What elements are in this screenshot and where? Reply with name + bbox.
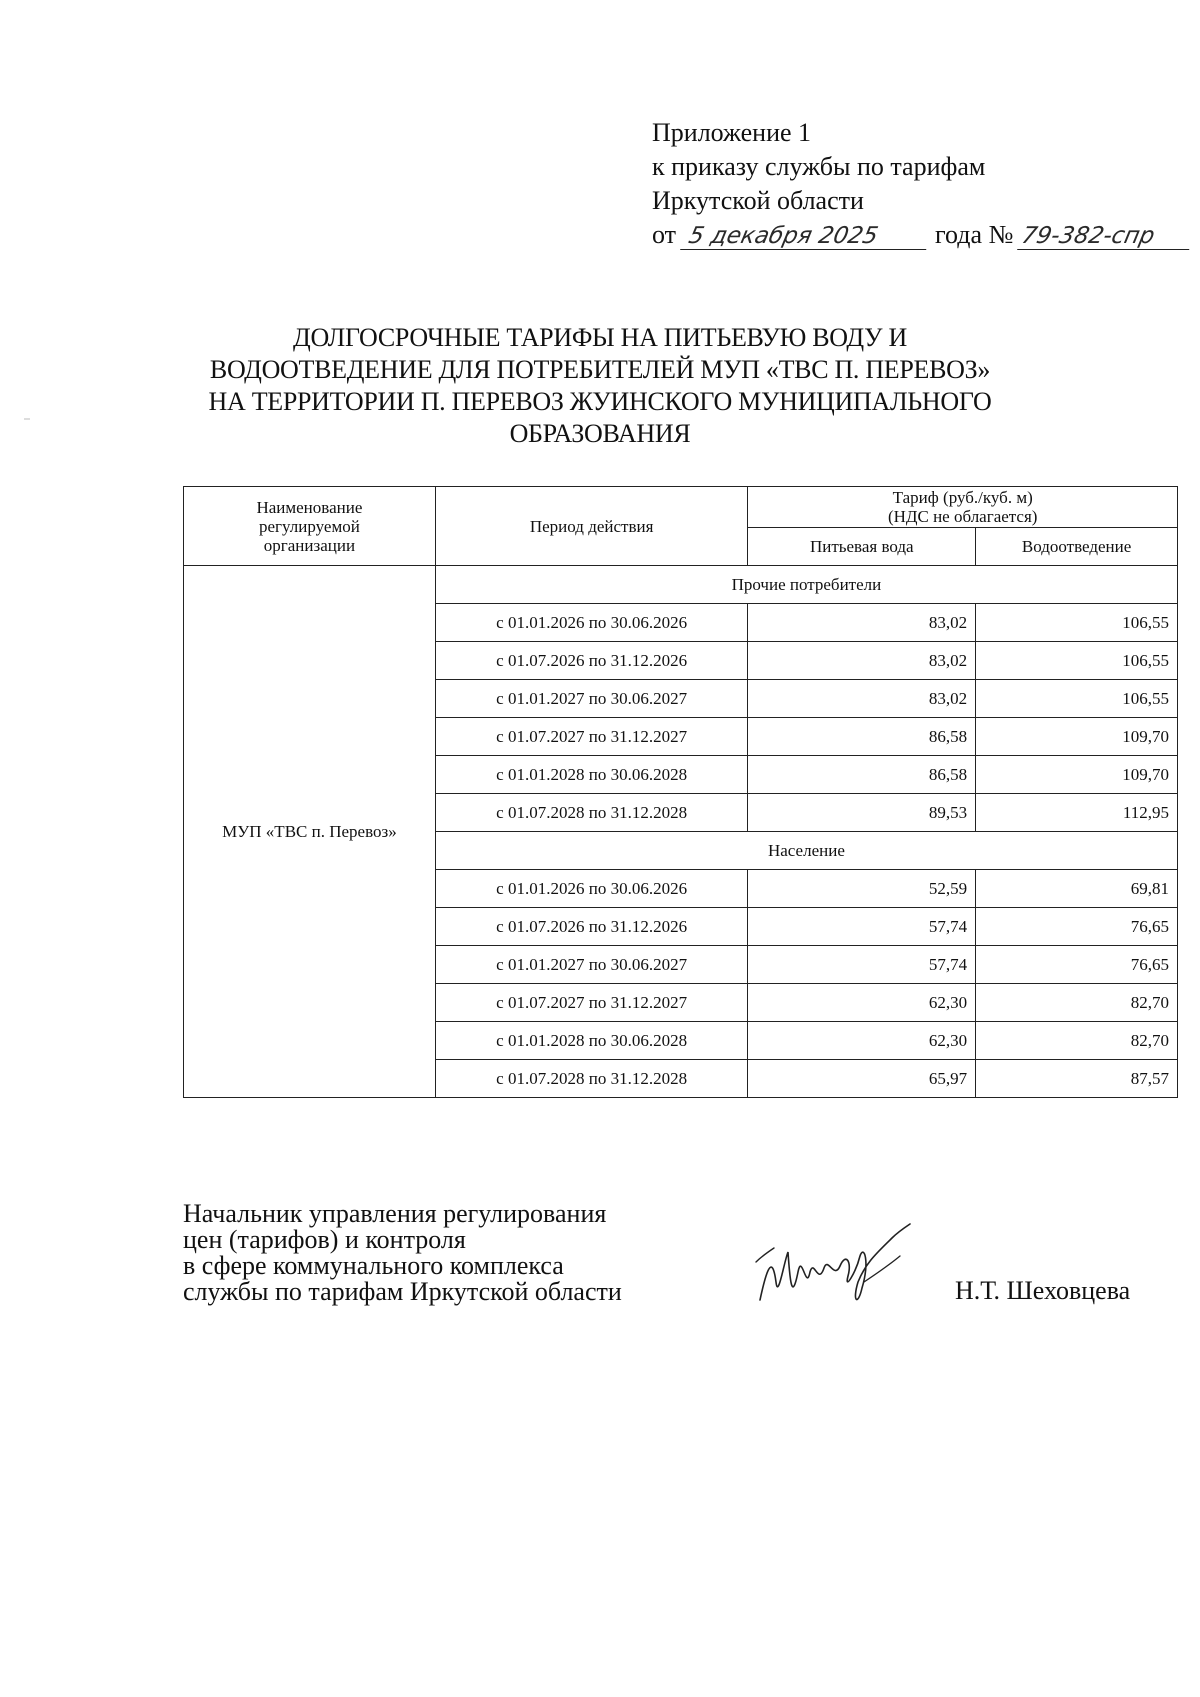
- water-tariff-cell: 62,30: [748, 1022, 976, 1060]
- appendix-block: [652, 116, 1192, 252]
- period-cell: с 01.01.2026 по 30.06.2026: [435, 870, 748, 908]
- water-tariff-cell: 62,30: [748, 984, 976, 1022]
- period-cell: с 01.01.2028 по 30.06.2028: [435, 1022, 748, 1060]
- period-cell: с 01.01.2028 по 30.06.2028: [435, 756, 748, 794]
- period-cell: с 01.07.2026 по 31.12.2026: [435, 908, 748, 946]
- sewage-tariff-cell: 106,55: [976, 604, 1178, 642]
- water-tariff-cell: 57,74: [748, 908, 976, 946]
- position-line-4: службы по тарифам Иркутской области: [183, 1277, 622, 1306]
- date-prefix: от: [652, 220, 677, 249]
- sewage-tariff-cell: 82,70: [976, 1022, 1178, 1060]
- sewage-tariff-cell: 112,95: [976, 794, 1178, 832]
- water-tariff-cell: 83,02: [748, 680, 976, 718]
- period-cell: с 01.07.2028 по 31.12.2028: [435, 794, 748, 832]
- group-name: Население: [435, 832, 1177, 870]
- tariff-table: [183, 486, 1178, 1098]
- handwritten-signature: [752, 1222, 952, 1312]
- sewage-tariff-cell: 106,55: [976, 680, 1178, 718]
- sewage-tariff-cell: 82,70: [976, 984, 1178, 1022]
- water-tariff-cell: 86,58: [748, 756, 976, 794]
- header-tariff-unit: Тариф (руб./куб. м): [892, 488, 1033, 507]
- water-tariff-cell: 83,02: [748, 604, 976, 642]
- header-tariff-vat: (НДС не облагается): [887, 507, 1038, 526]
- title-line-1: ДОЛГОСРОЧНЫЕ ТАРИФЫ НА ПИТЬЕВУЮ ВОДУ И: [293, 323, 907, 352]
- period-cell: с 01.07.2027 по 31.12.2027: [435, 984, 748, 1022]
- header-water: Питьевая вода: [748, 528, 976, 566]
- sewage-tariff-cell: 87,57: [976, 1060, 1178, 1098]
- water-tariff-cell: 52,59: [748, 870, 976, 908]
- handwritten-order-number: 79-382-спр: [1017, 223, 1195, 250]
- position-line-2: цен (тарифов) и контроля: [183, 1225, 466, 1254]
- title-line-3: НА ТЕРРИТОРИИ П. ПЕРЕВОЗ ЖУИНСКОГО МУНИЦИПАЛЬНОГО: [208, 387, 992, 416]
- group-header-row: [184, 566, 1178, 604]
- sewage-tariff-cell: 69,81: [976, 870, 1178, 908]
- period-cell: с 01.01.2027 по 30.06.2027: [435, 946, 748, 984]
- header-sewage: Водоотведение: [976, 528, 1178, 566]
- header-period: Период действия: [435, 487, 748, 566]
- group-name: Прочие потребители: [435, 566, 1177, 604]
- period-cell: с 01.07.2028 по 31.12.2028: [435, 1060, 748, 1098]
- title-line-4: ОБРАЗОВАНИЯ: [509, 419, 691, 448]
- document-title: [150, 322, 1050, 450]
- organization-name: МУП «ТВС п. Перевоз»: [184, 566, 436, 1098]
- position-line-3: в сфере коммунального комплекса: [183, 1251, 564, 1280]
- water-tariff-cell: 57,74: [748, 946, 976, 984]
- signer-name: Н.Т. Шеховцева: [955, 1276, 1131, 1305]
- water-tariff-cell: 89,53: [748, 794, 976, 832]
- period-cell: с 01.07.2027 по 31.12.2027: [435, 718, 748, 756]
- year-label: года №: [935, 220, 1014, 249]
- region-line: Иркутской области: [652, 186, 864, 215]
- header-tariff: [748, 487, 1178, 528]
- water-tariff-cell: 83,02: [748, 642, 976, 680]
- water-tariff-cell: 86,58: [748, 718, 976, 756]
- appendix-label: Приложение 1: [652, 118, 812, 147]
- sewage-tariff-cell: 109,70: [976, 756, 1178, 794]
- sewage-tariff-cell: 106,55: [976, 642, 1178, 680]
- period-cell: с 01.01.2026 по 30.06.2026: [435, 604, 748, 642]
- header-organization: Наименование регулируемой организации: [184, 487, 436, 566]
- order-line: к приказу службы по тарифам: [652, 152, 986, 181]
- title-line-2: ВОДООТВЕДЕНИЕ ДЛЯ ПОТРЕБИТЕЛЕЙ МУП «ТВС П. ПЕРЕВОЗ»: [209, 355, 991, 384]
- position-line-1: Начальник управления регулирования: [183, 1199, 607, 1228]
- period-cell: с 01.01.2027 по 30.06.2027: [435, 680, 748, 718]
- table-body: [184, 566, 1178, 1098]
- date-line: [652, 218, 1192, 252]
- water-tariff-cell: 65,97: [748, 1060, 976, 1098]
- period-cell: с 01.07.2026 по 31.12.2026: [435, 642, 748, 680]
- signer-position: [183, 1201, 622, 1305]
- scan-speck: [24, 418, 30, 420]
- handwritten-date: 5 декабря 2025: [680, 223, 932, 250]
- sewage-tariff-cell: 76,65: [976, 946, 1178, 984]
- sewage-tariff-cell: 109,70: [976, 718, 1178, 756]
- sewage-tariff-cell: 76,65: [976, 908, 1178, 946]
